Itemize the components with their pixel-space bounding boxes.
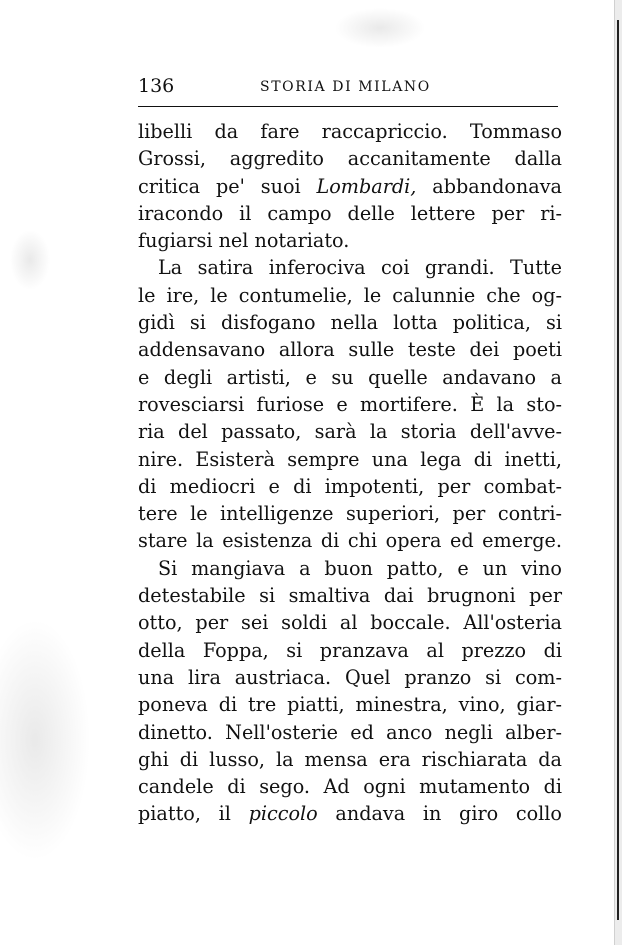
text-line: dinetto. Nell'osterie ed anco negli alber- — [138, 720, 562, 744]
text-line: addensavano allora sulle teste dei poeti — [138, 338, 562, 362]
text-line: nire. Esisterà sempre una lega di inetti, — [138, 447, 562, 471]
scan-smudge — [335, 8, 425, 48]
text-line: Grossi, aggredito accanitamente dalla — [138, 147, 562, 171]
italic-title: Lombardi, — [316, 174, 417, 198]
text-line: libelli da fare raccapriccio. Tommaso — [138, 120, 562, 143]
header-rule — [138, 106, 558, 107]
text-line: stare la esistenza di chi opera ed emerge. — [138, 529, 562, 553]
page-edge-shadow — [617, 20, 619, 920]
line-segment: abbandonava — [416, 174, 562, 198]
text-line: e degli artisti, e su quelle andavano a — [138, 365, 562, 389]
line-segment: piatto, il — [138, 802, 249, 826]
text-line — [138, 800, 562, 827]
text-line: otto, per sei soldi al boccale. All'osteria — [138, 611, 562, 635]
text-line: le ire, le contumelie, le calunnie che og- — [138, 283, 562, 307]
text-line: rovesciarsi furiose e mortifere. È la sto- — [138, 392, 562, 416]
text-line: detestabile si smaltiva dai brugnoni per — [138, 584, 562, 608]
line-segment: critica pe' suoi — [138, 174, 317, 198]
text-line — [138, 173, 562, 200]
running-title: STORIA DI MILANO — [260, 79, 431, 95]
italic-word: piccolo — [248, 802, 318, 826]
scan-smudge — [0, 620, 90, 860]
page-number: 136 — [138, 75, 175, 97]
text-line: ghi di lusso, la mensa era rischiarata da — [138, 747, 562, 771]
paragraph-start-line: La satira inferociva coi grandi. Tutte — [158, 256, 562, 280]
running-head — [138, 73, 558, 103]
text-line: una lira austriaca. Quel pranzo si com- — [138, 665, 562, 689]
scan-smudge — [10, 230, 50, 290]
text-line: gidì si disfogano nella lotta politica, si — [138, 311, 562, 335]
text-line: candele di sego. Ad ogni mutamento di — [138, 775, 562, 799]
text-line: poneva di tre piatti, minestra, vino, giar- — [138, 693, 562, 717]
line-segment: andava in giro collo — [317, 802, 562, 826]
text-line: ria del passato, sarà la storia dell'avve- — [138, 420, 562, 444]
text-line: iracondo il campo delle lettere per ri- — [138, 201, 562, 225]
text-line: fugiarsi nel notariato. — [138, 229, 350, 253]
text-line: tere le intelligenze superiori, per contri- — [138, 502, 562, 526]
text-line: di mediocri e di impotenti, per combat- — [138, 474, 562, 498]
text-line: della Foppa, si pranzava al prezzo di — [138, 638, 562, 662]
body-text — [138, 118, 562, 828]
paragraph-start-line: Si mangiava a buon patto, e un vino — [158, 556, 562, 580]
